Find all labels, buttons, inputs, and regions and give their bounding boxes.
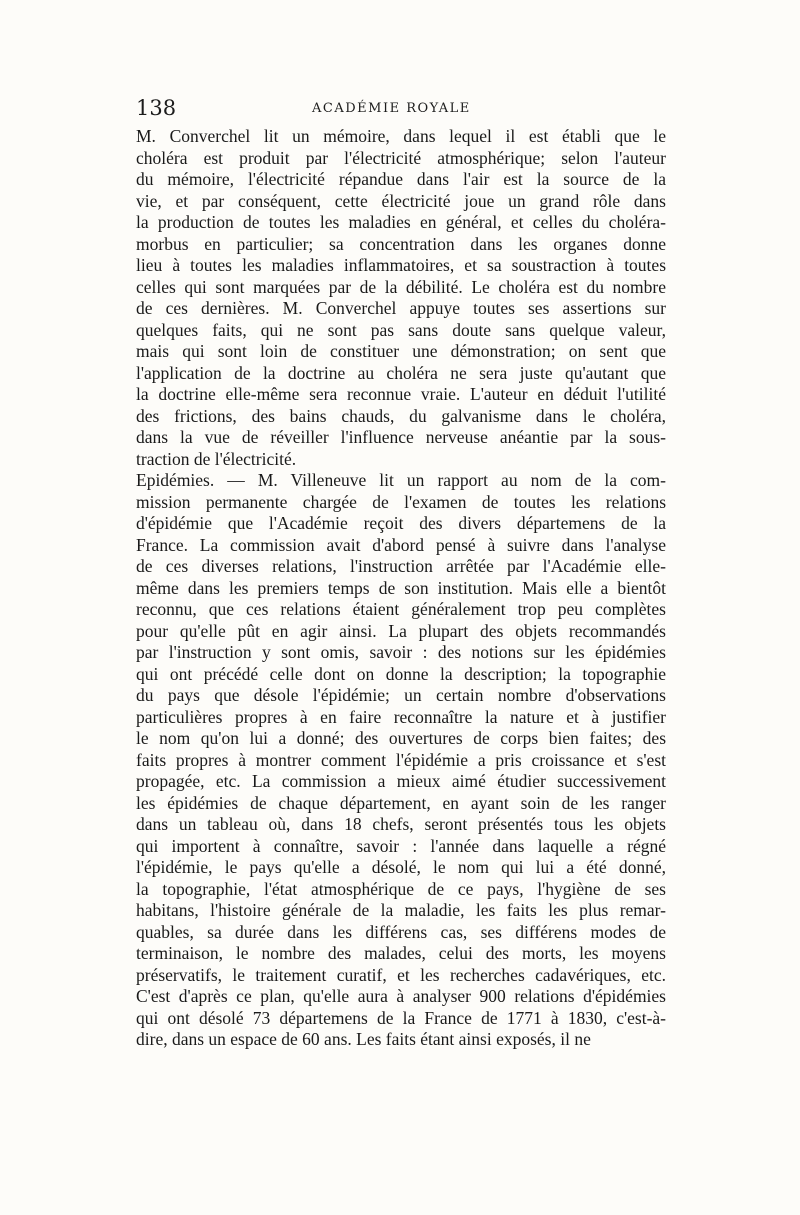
text-line: des frictions, des bains chauds, du galvanisme dans le choléra, (136, 405, 666, 426)
text-line: dans la vue de réveiller l'influence nerveuse anéantie par la sous- (136, 427, 666, 447)
text-line: mission permanente chargée de l'examen de toutes les relations (136, 491, 666, 512)
text-line: mais qui sont loin de constituer une démonstration; on sent que (136, 341, 666, 361)
text-line: C'est d'après ce plan, qu'elle aura à analyser 900 relations d'épidémies (136, 986, 666, 1006)
text-line: dire, dans un espace de 60 ans. Les faits étant ainsi exposés, il ne (136, 1029, 591, 1049)
text-line: morbus en particulier; sa concentration dans les organes donne (136, 233, 666, 254)
text-line: pour qu'elle pût en agir ainsi. La plupart des objets recommandés (136, 620, 666, 641)
text-line: qui importent à connaître, savoir : l'année dans laquelle a régné (136, 835, 666, 856)
text-line: la topographie, l'état atmosphérique de ce pays, l'hygiène de ses (136, 878, 666, 899)
text-line: dans un tableau où, dans 18 chefs, seront présentés tous les objets (136, 814, 666, 834)
text-line: vie, et par conséquent, cette électricité joue un grand rôle dans (136, 190, 666, 211)
text-line: particulières propres à en faire reconnaître la nature et à justifier (136, 706, 666, 727)
text-line: de ces dernières. M. Converchel appuye toutes ses assertions sur (136, 298, 666, 318)
text-line: M. Converchel lit un mémoire, dans lequel il est établi que le (136, 126, 666, 146)
text-line: de ces diverses relations, l'instruction arrêtée par l'Académie elle- (136, 556, 666, 576)
text-line: qui ont précédé celle dont on donne la description; la topographie (136, 663, 666, 684)
text-line: terminaison, le nombre des malades, celui des morts, les moyens (136, 943, 666, 963)
text-line: France. La commission avait d'abord pensé à suivre dans l'analyse (136, 534, 666, 555)
text-line: les épidémies de chaque département, en ayant soin de les ranger (136, 792, 666, 813)
text-line: le nom qu'on lui a donné; des ouvertures de corps bien faites; des (136, 728, 666, 748)
text-line: la production de toutes les maladies en général, et celles du choléra- (136, 212, 666, 232)
text-line: lieu à toutes les maladies inflammatoires, et sa soustraction à toutes (136, 255, 666, 275)
text-line: du pays que désole l'épidémie; un certain nombre d'observations (136, 685, 666, 705)
text-line: choléra est produit par l'électricité atmosphérique; selon l'auteur (136, 147, 666, 168)
text-line: l'épidémie, le pays qu'elle a désolé, le nom qui lui a été donné, (136, 857, 666, 877)
text-line: faits propres à montrer comment l'épidémie a pris croissance et s'est (136, 749, 666, 770)
page-number: 138 (136, 96, 177, 120)
body-text (136, 126, 666, 1051)
text-line: par l'instruction y sont omis, savoir : des notions sur les épidémies (136, 642, 666, 662)
text-line: qui ont désolé 73 départemens de la France de 1771 à 1830, c'est-à- (136, 1007, 666, 1028)
text-line: celles qui sont marquées par de la débilité. Le choléra est du nombre (136, 276, 666, 297)
text-line: préservatifs, le traitement curatif, et les recherches cadavériques, etc. (136, 964, 666, 985)
text-line: propagée, etc. La commission a mieux aimé étudier successivement (136, 771, 666, 791)
text-line: d'épidémie que l'Académie reçoit des divers départemens de la (136, 513, 666, 533)
text-line: même dans les premiers temps de son institution. Mais elle a bientôt (136, 577, 666, 598)
text-line: reconnu, que ces relations étaient généralement trop peu complètes (136, 599, 666, 619)
page-header (136, 96, 666, 120)
text-line: traction de l'électricité. (136, 448, 297, 469)
text-line: quables, sa durée dans les différens cas, ses différens modes de (136, 921, 666, 942)
text-line: quelques faits, qui ne sont pas sans doute sans quelque valeur, (136, 319, 666, 340)
text-line: l'application de la doctrine au choléra ne sera juste qu'autant que (136, 362, 666, 383)
text-line: Epidémies. — M. Villeneuve lit un rapport au nom de la com- (136, 470, 666, 490)
text-line: habitans, l'histoire générale de la maladie, les faits les plus remar- (136, 900, 666, 920)
text-line: la doctrine elle-même sera reconnue vraie. L'auteur en déduit l'utilité (136, 384, 666, 404)
text-line: du mémoire, l'électricité répandue dans l'air est la source de la (136, 169, 666, 189)
running-head: ACADÉMIE ROYALE (312, 101, 471, 116)
